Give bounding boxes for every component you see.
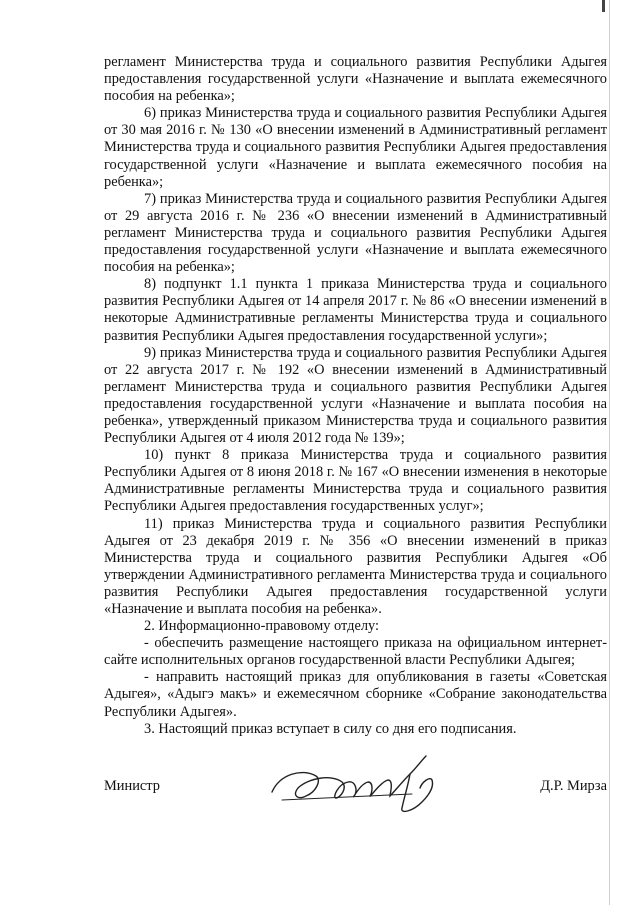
paragraph-6: 11) приказ Министерства труда и социального развития Республики Адыгея от 23 декабря 2019 г. № 356 «О внесении изменений в приказ Министерства труда и социального развития Республики Адыгея «Об утверждении Административного регламента Министерства труда и социального развития Республики Адыгея предоставления государственной услуги «Назначение и выплата пособия на ребенка».	[104, 515, 607, 617]
paragraph-2: 7) приказ Министерства труда и социального развития Республики Адыгея от 29 августа 2016 г. № 236 «О внесении изменений в Административный регламент Министерства труда и социального развития Республики Адыгея предоставления государственной услуги «Назначение и выплата ежемесячного пособия на ребенка»;	[104, 190, 607, 276]
paragraph-5: 10) пункт 8 приказа Министерства труда и социального развития Республики Адыгея от 8 июня 2018 г. № 167 «О внесении изменения в некоторые Административные регламенты Министерства труда и социального развития Республики Адыгея предоставления государственных услуг»;	[104, 447, 607, 515]
signature-row	[104, 778, 607, 818]
paragraph-0: регламент Министерства труда и социального развития Республики Адыгея предоставления государственной услуги «Назначение и выплата ежемесячного пособия на ребенка»;	[104, 54, 607, 105]
paragraph-4: 9) приказ Министерства труда и социального развития Республики Адыгея от 22 августа 2017 г. № 192 «О внесении изменений в Административный регламент Министерства труда и социального развития Республики Адыгея предоставления государственной услуги «Назначение и выплата пособия на ребенка», утвержденный приказом Министерства труда и социального развития Республики Адыгея от 4 июля 2012 года № 139»;	[104, 344, 607, 447]
position-title: Министр	[104, 778, 160, 794]
paragraph-8: - обеспечить размещение настоящего приказа на официальном интернет-сайте исполнительных органов государственной власти Республики Адыгея;	[104, 635, 607, 669]
paragraph-9: - направить настоящий приказ для опубликования в газеты «Советская Адыгея», «Адыгэ макъ» и ежемесячном сборнике «Собрание законодательства Республики Адыгея».	[104, 669, 607, 720]
signer-name: Д.Р. Мирза	[540, 778, 607, 794]
paragraph-1: 6) приказ Министерства труда и социального развития Республики Адыгея от 30 мая 2016 г. № 130 «О внесении изменений в Административный регламент Министерства труда и социального развития Республики Адыгея предоставления государственной услуги «Назначение и выплата ежемесячного пособия на ребенка»;	[104, 105, 607, 190]
scan-margin-line	[609, 0, 610, 905]
paragraph-7: 2. Информационно-правовому отделу:	[144, 618, 380, 635]
document-body	[104, 54, 607, 738]
paragraph-10: 3. Настоящий приказ вступает в силу со дня его подписания.	[144, 720, 517, 737]
paragraph-3: 8) подпункт 1.1 пункта 1 приказа Министерства труда и социального развития Республики Адыгея от 14 апреля 2017 г. № 86 «О внесении изменений в некоторые Административные регламенты Министерства труда и социального развития Республики Адыгея предоставления государственной услуги»;	[104, 276, 607, 344]
scan-edge-mark	[602, 0, 605, 12]
